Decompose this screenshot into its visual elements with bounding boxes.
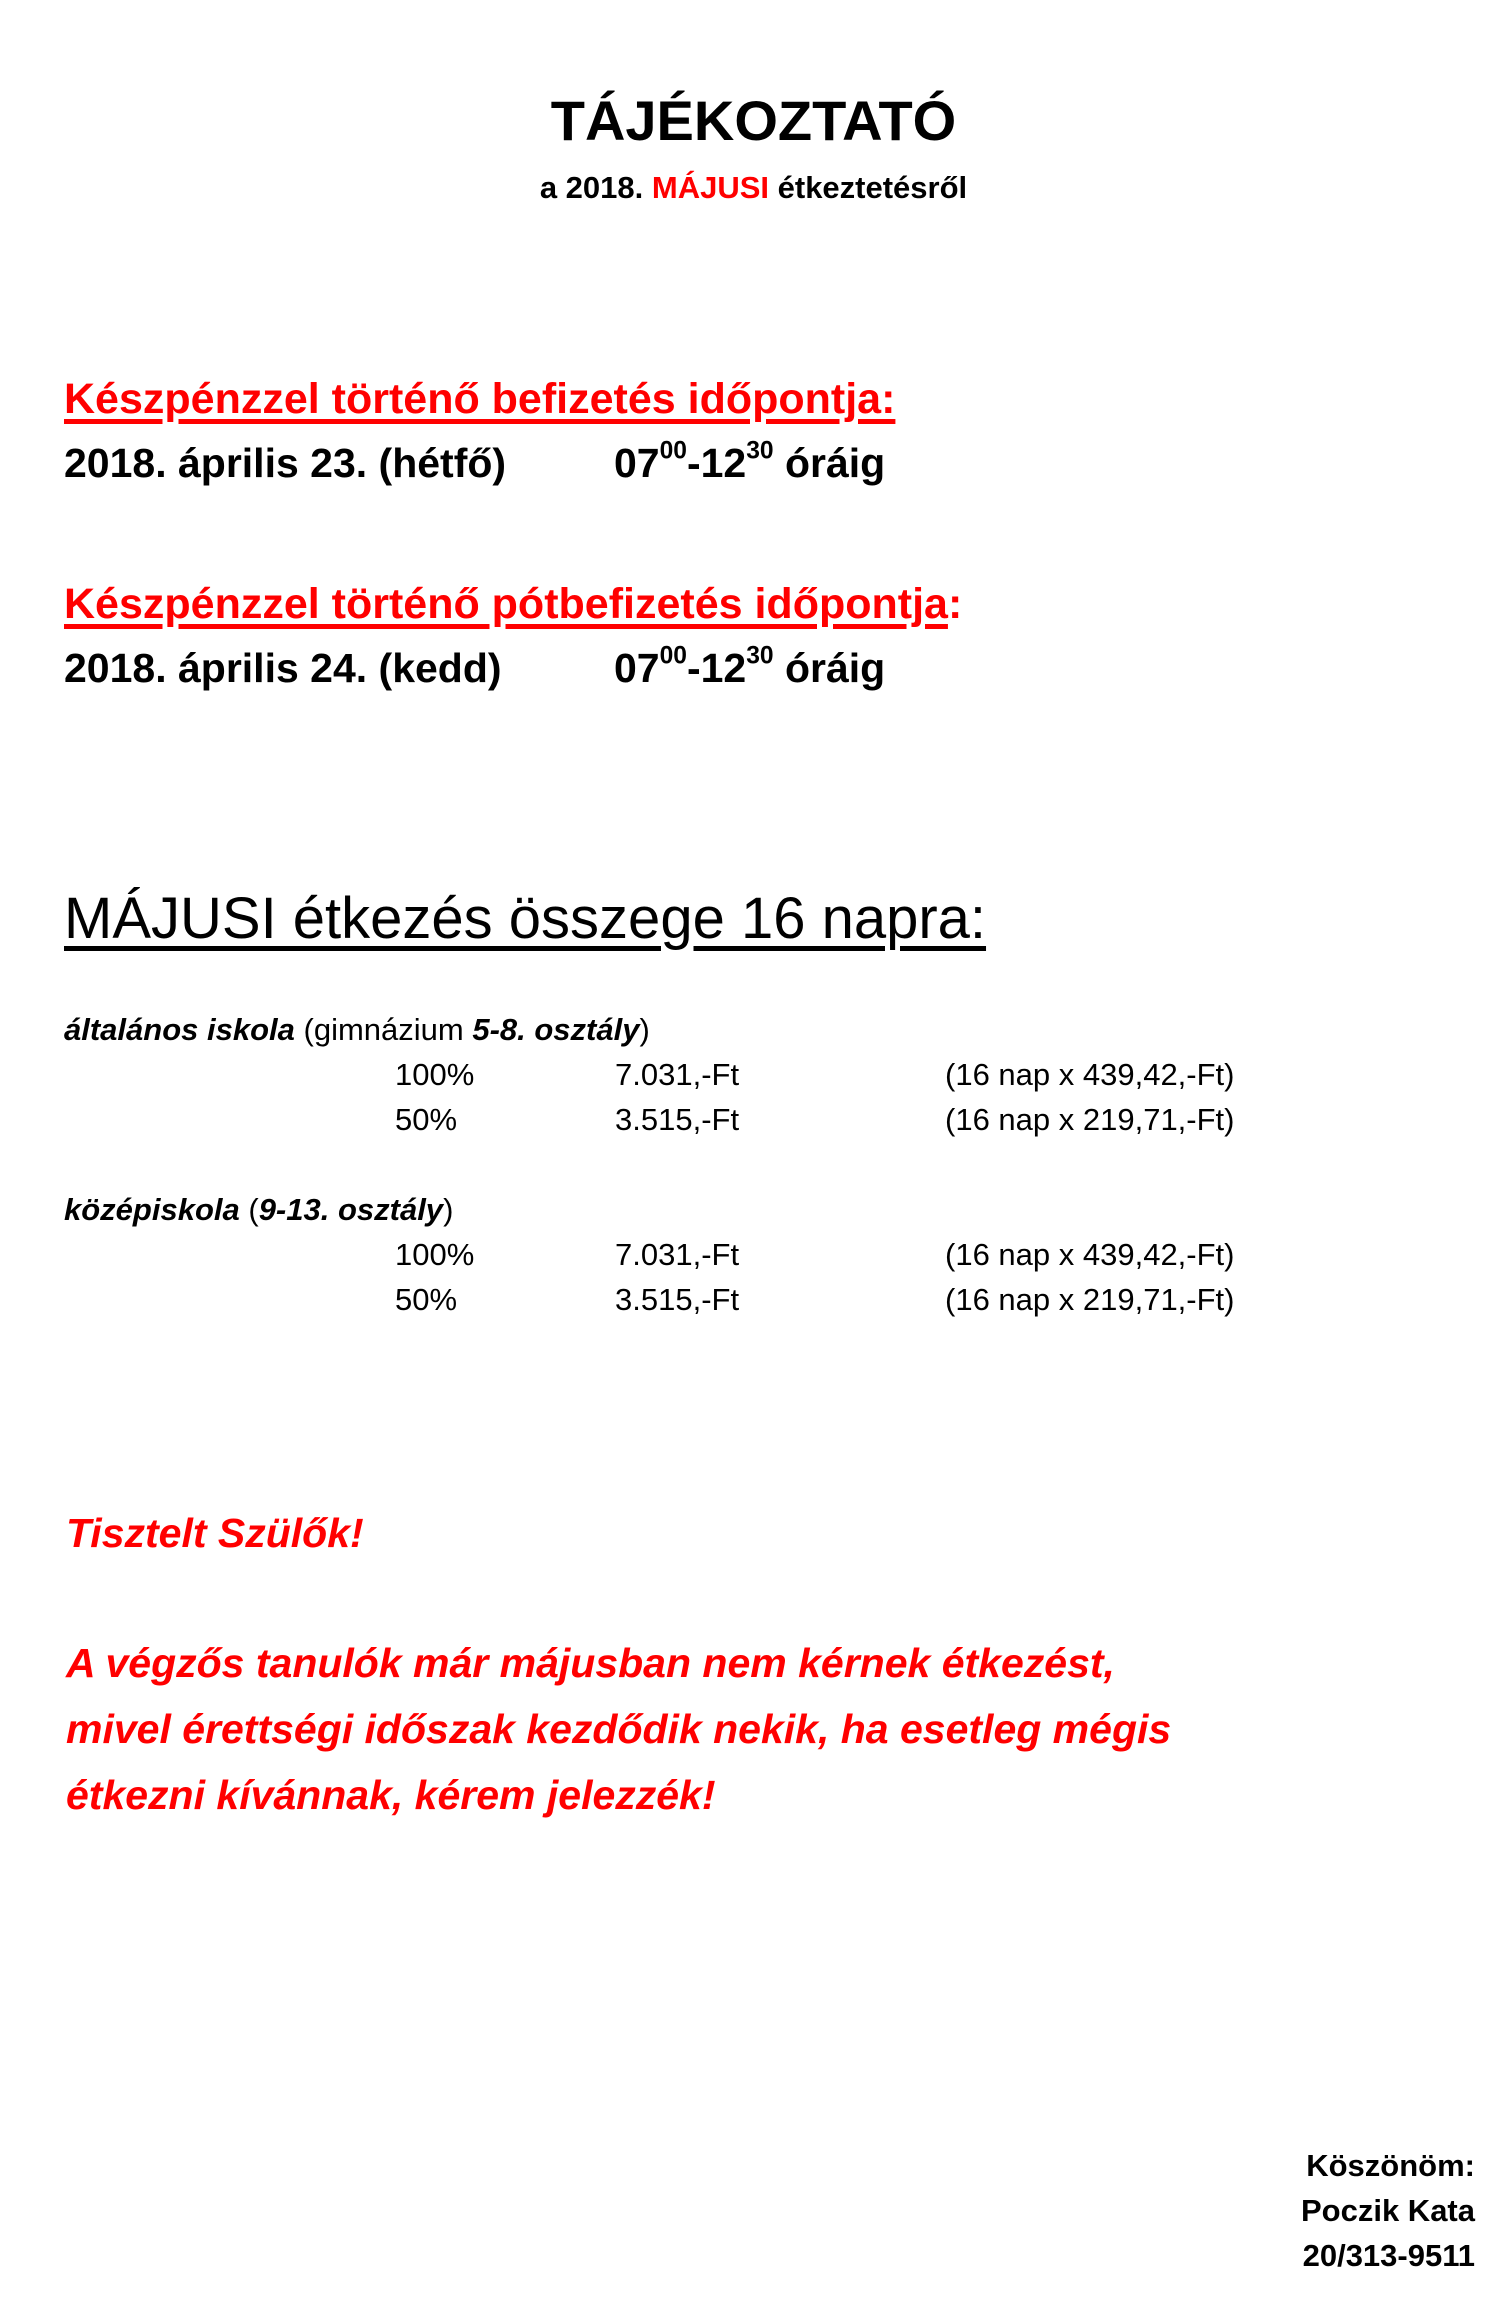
price-amount: 7.031,-Ft (615, 1057, 740, 1092)
price-amount: 3.515,-Ft (615, 1102, 740, 1137)
payment-heading-2: Készpénzzel történő pótbefizetés időpontja: (64, 580, 963, 628)
price-calc: (16 nap x 219,71,-Ft) (945, 1102, 1235, 1137)
price-percent: 100% (395, 1237, 475, 1272)
pricing-heading: MÁJUSI étkezés összege 16 napra: (64, 886, 987, 951)
footer-phone: 20/313-9511 (1302, 2238, 1475, 2273)
payment-time: $07^{00}-12^{30}$ óráig (614, 642, 886, 691)
subtitle-prefix: a 2018. (539, 170, 652, 205)
price-amount: 3.515,-Ft (615, 1282, 740, 1317)
payment-date-text: 2018. április 24. (kedd) (64, 645, 502, 691)
footer-name: Poczik Kata (1300, 2193, 1475, 2228)
group-heading-secondary: középiskola (9-13. osztály) (64, 1192, 454, 1227)
payment-heading-1: Készpénzzel történő befizetés időpontja: (64, 375, 896, 423)
document-title: TÁJÉKOZTATÓ (550, 89, 957, 152)
document-subtitle (0, 170, 1507, 206)
price-percent: 100% (395, 1057, 475, 1092)
price-amount: 7.031,-Ft (615, 1237, 740, 1272)
notice-line: A végzős tanulók már májusban nem kérnek étkezést, (66, 1640, 1115, 1686)
payment-time: $07^{00}-12^{30}$ óráig (614, 437, 886, 486)
notice-line: mivel érettségi időszak kezdődik nekik, ha esetleg mégis (66, 1706, 1172, 1752)
notice-greeting: Tisztelt Szülők! (66, 1510, 364, 1556)
footer-thanks: Köszönöm: (1306, 2148, 1475, 2183)
subtitle-month: MÁJUSI (651, 170, 770, 205)
group-heading-primary: általános iskola (gimnázium 5-8. osztály) (64, 1012, 650, 1047)
price-percent: 50% (395, 1102, 458, 1137)
payment-date-text: 2018. április 23. (hétfő) (64, 440, 507, 486)
price-calc: (16 nap x 439,42,-Ft) (945, 1057, 1235, 1092)
price-calc: (16 nap x 439,42,-Ft) (945, 1237, 1235, 1272)
price-calc: (16 nap x 219,71,-Ft) (945, 1282, 1235, 1317)
notice-line: étkezni kívánnak, kérem jelezzék! (66, 1772, 716, 1818)
subtitle-suffix: étkeztetésről (769, 170, 968, 205)
payment-date-1 (64, 437, 1064, 487)
payment-date-2 (64, 642, 1064, 692)
price-percent: 50% (395, 1282, 458, 1317)
